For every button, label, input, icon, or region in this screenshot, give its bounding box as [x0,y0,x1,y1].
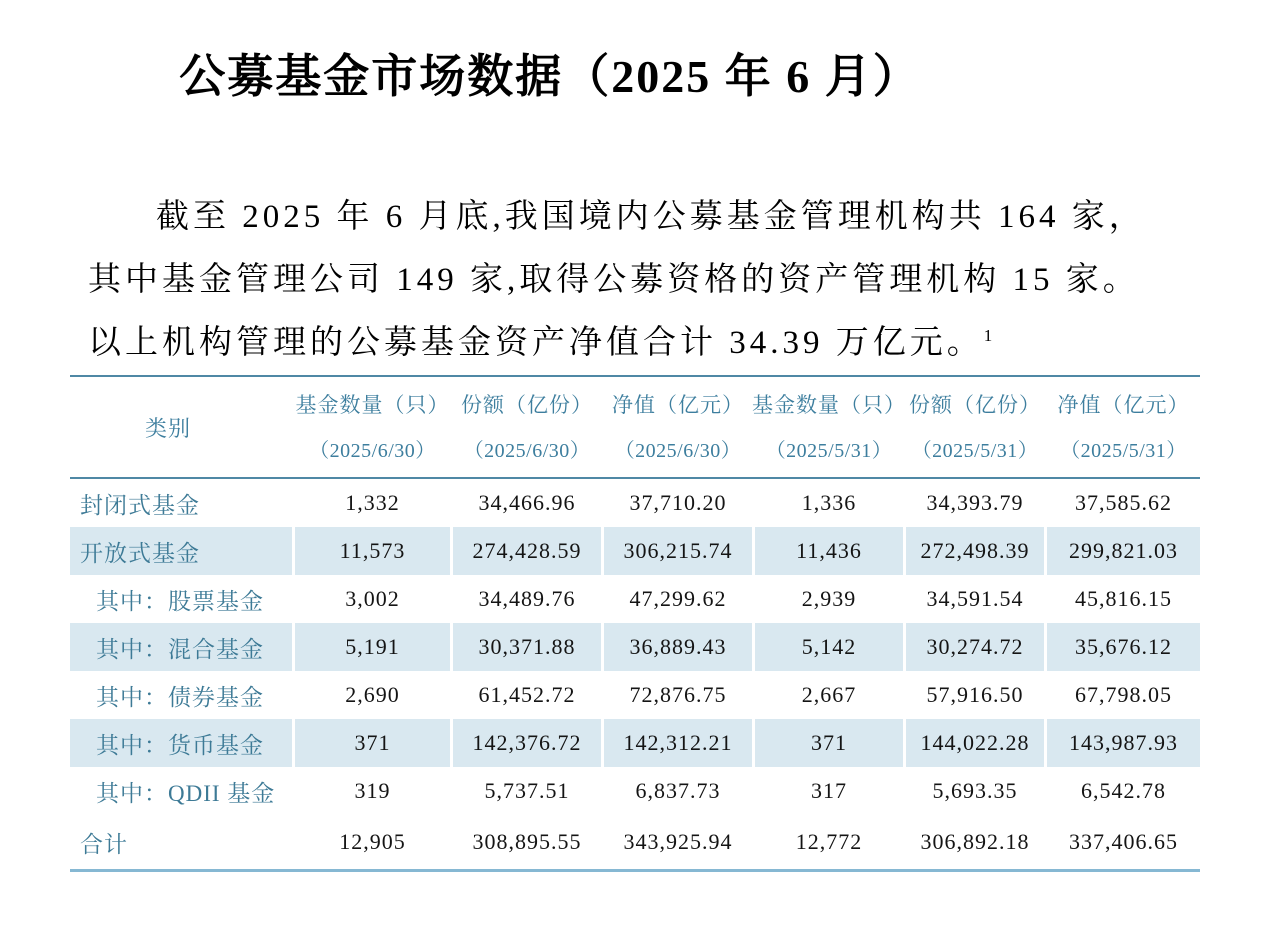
value-cell: 34,591.54 [926,586,1024,611]
value-cell: 37,585.62 [1075,490,1172,515]
value-cell: 1,336 [801,490,857,515]
column-label: 净值（亿元） [612,393,744,417]
value-cell: 317 [811,778,847,803]
table-row [70,671,1200,719]
category-cell: 其中：股票基金 [96,588,264,614]
value-cell: 274,428.59 [453,527,601,575]
intro-line-text: 以上机构管理的公募基金资产净值合计 34.39 万亿元。 [88,325,984,361]
value-cell: 5,737.51 [484,778,570,803]
column-header [752,377,906,477]
table-header [70,377,1200,477]
column-label: 基金数量（只） [752,393,906,417]
value-cell: 371 [755,719,903,767]
table-row-total [70,815,1200,869]
value-cell: 3,002 [345,586,400,611]
value-cell: 306,892.18 [920,829,1030,854]
value-cell: 67,798.05 [1075,682,1172,707]
table-body [70,479,1200,869]
value-cell: 36,889.43 [604,623,752,671]
table-row [70,479,1200,527]
table-row [70,719,1200,767]
value-cell: 12,905 [339,829,406,854]
column-label: 基金数量（只） [295,393,450,417]
category-cell: 其中：混合基金 [70,623,292,671]
value-cell: 1,332 [345,490,400,515]
column-date: （2025/6/30） [463,440,591,462]
value-cell: 6,837.73 [635,778,721,803]
column-header [604,377,752,477]
column-label: 份额（亿份） [909,393,1041,417]
fund-table [70,375,1200,872]
category-cell: 其中：债券基金 [96,684,264,710]
category-cell: 其中：QDII 基金 [96,780,276,806]
value-cell: 2,667 [801,682,857,707]
column-header [453,377,601,477]
value-cell: 47,299.62 [629,586,727,611]
value-cell: 34,466.96 [478,490,576,515]
intro-line [88,312,1163,375]
value-cell: 11,436 [755,527,903,575]
value-cell: 272,498.39 [906,527,1044,575]
value-cell: 57,916.50 [926,682,1024,707]
value-cell: 308,895.55 [472,829,582,854]
value-cell: 5,191 [295,623,450,671]
value-cell: 12,772 [795,829,863,854]
column-header [295,377,450,477]
value-cell: 306,215.74 [604,527,752,575]
column-label: 份额（亿份） [461,393,593,417]
page-title: 公募基金市场数据（2025 年 6 月） [179,51,921,102]
column-date: （2025/6/30） [309,440,436,462]
category-cell: 合计 [80,831,128,857]
value-cell: 61,452.72 [478,682,576,707]
value-cell: 11,573 [295,527,450,575]
table-row [70,527,1200,575]
value-cell: 30,274.72 [906,623,1044,671]
category-cell: 其中：货币基金 [70,719,292,767]
value-cell: 30,371.88 [453,623,601,671]
value-cell: 371 [295,719,450,767]
value-cell: 34,489.76 [478,586,576,611]
table-row [70,767,1200,815]
value-cell: 319 [354,778,391,803]
value-cell: 2,690 [345,682,400,707]
value-cell: 144,022.28 [906,719,1044,767]
intro-paragraph [88,186,1163,375]
column-label: 净值（亿元） [1057,393,1190,417]
footnote-ref: 1 [983,326,993,345]
intro-line: 截至 2025 年 6 月底,我国境内公募基金管理机构共 164 家， [156,199,1146,235]
value-cell: 142,312.21 [604,719,752,767]
category-header: 类别 [145,415,192,441]
column-date: （2025/6/30） [614,440,742,462]
table-row [70,623,1200,671]
category-cell: 封闭式基金 [80,492,200,518]
value-cell: 5,142 [755,623,903,671]
document-page [0,48,1269,947]
value-cell: 343,925.94 [623,829,733,854]
column-header [1047,377,1200,477]
column-date: （2025/5/31） [765,440,893,462]
value-cell: 143,987.93 [1047,719,1200,767]
column-header [906,377,1044,477]
column-date: （2025/5/31） [1060,440,1187,462]
column-date: （2025/5/31） [911,440,1039,462]
value-cell: 5,693.35 [932,778,1018,803]
table-row [70,575,1200,623]
category-cell: 开放式基金 [70,527,292,575]
value-cell: 2,939 [801,586,857,611]
value-cell: 6,542.78 [1081,778,1166,803]
intro-line: 其中基金管理公司 149 家,取得公募资格的资产管理机构 15 家。 [88,262,1140,298]
value-cell: 34,393.79 [926,490,1024,515]
value-cell: 299,821.03 [1047,527,1200,575]
value-cell: 35,676.12 [1047,623,1200,671]
value-cell: 337,406.65 [1069,829,1178,854]
value-cell: 37,710.20 [629,490,727,515]
value-cell: 45,816.15 [1075,586,1172,611]
value-cell: 72,876.75 [629,682,727,707]
value-cell: 142,376.72 [453,719,601,767]
